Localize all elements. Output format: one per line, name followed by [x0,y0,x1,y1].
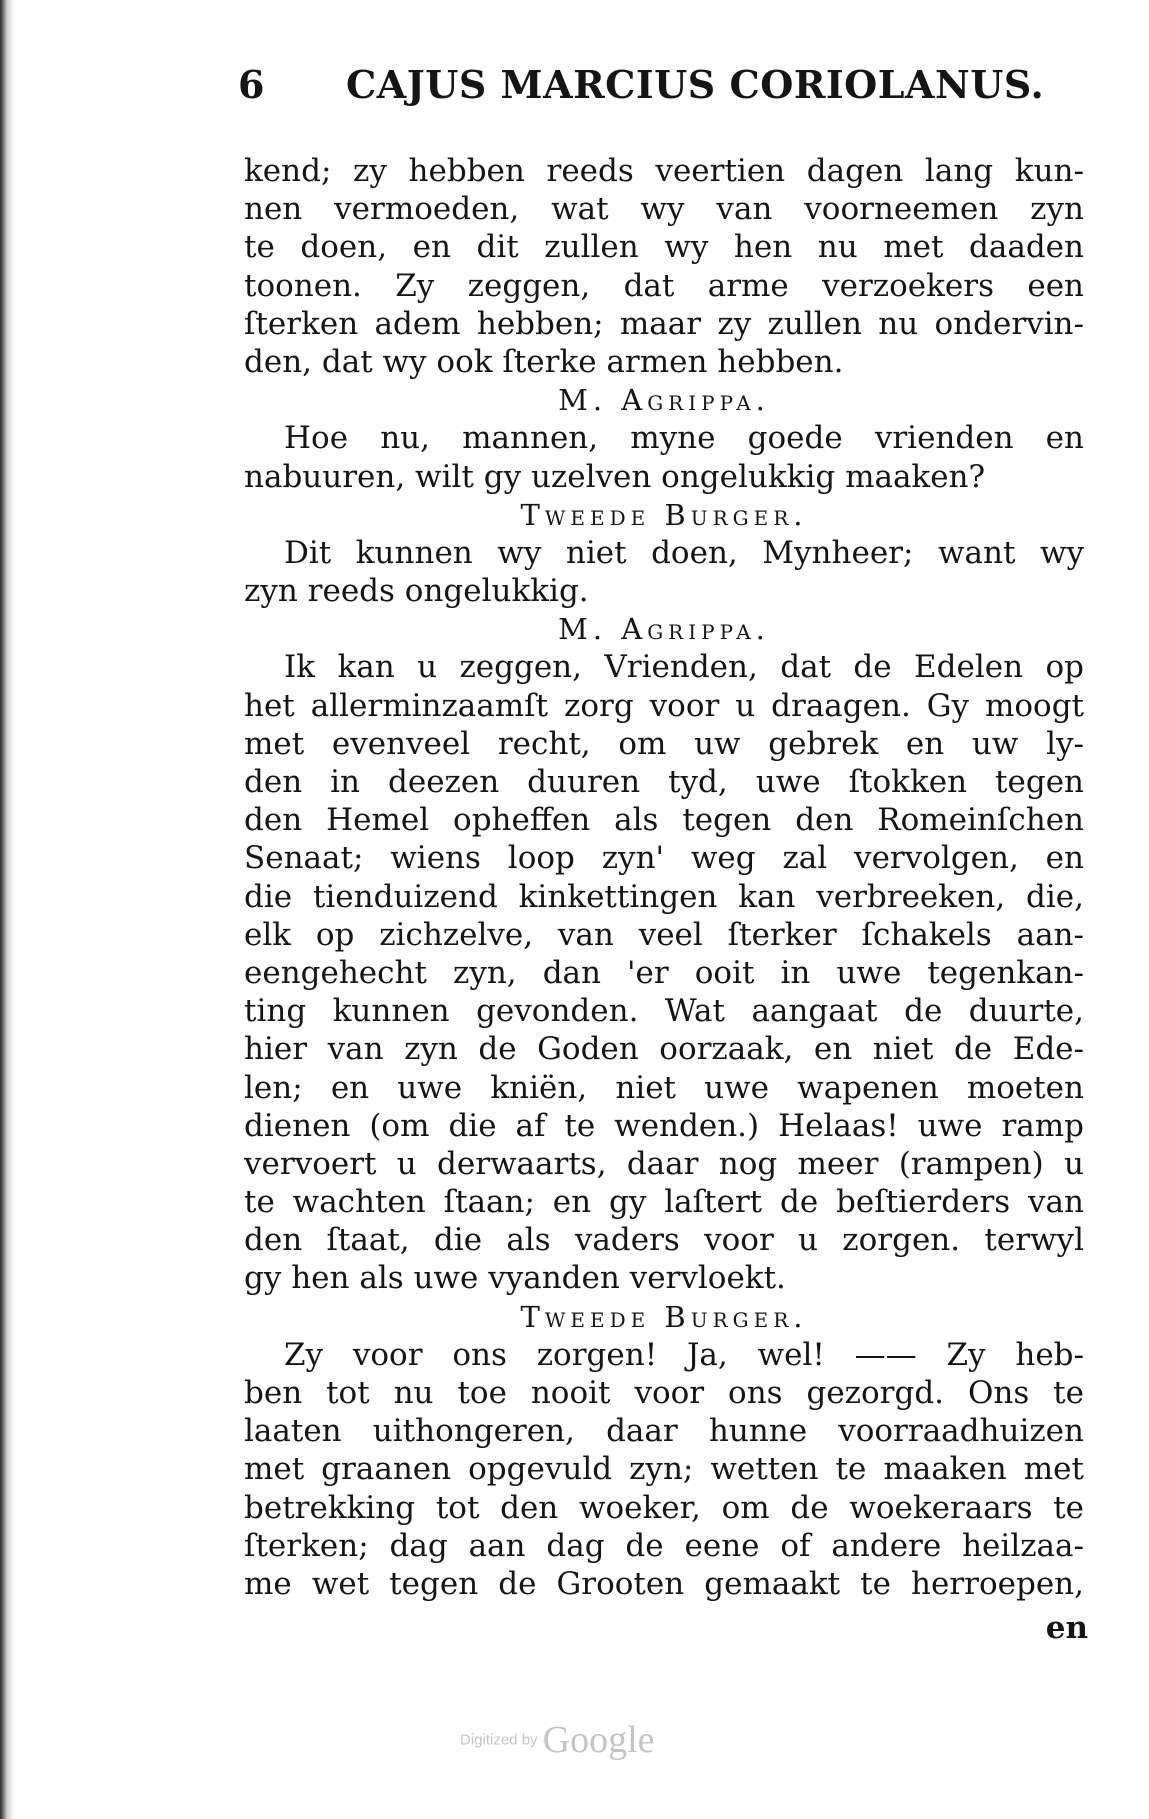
watermark-prefix: Digitized by [460,1731,538,1749]
text-line: nen vermoeden, wat wy van voorneemen zyn [244,191,1084,228]
text-line: zyn reeds ongelukkig. [244,573,589,610]
text-line: den Hemel opheffen als tegen den Romeinſchen [244,802,1084,839]
text-line: dienen (om die af te wenden.) Helaas! uwe ramp [244,1107,1084,1144]
text-line: te doen, en dit zullen wy hen nu met daaden [244,229,1084,266]
text-line: het allerminzaamſt zorg voor u draagen. Gy moogt [244,687,1084,724]
text-line: elk op zichzelve, van veel ſterker ſchakels aan- [244,916,1084,953]
text-line: Senaat; wiens loop zyn' weg zal vervolgen, en [244,840,1084,877]
text-line: den, dat wy ook ſterke armen hebben. [244,343,844,380]
text-line: gy hen als uwe vyanden vervloekt. [244,1260,786,1297]
catchword: en [1045,1610,1088,1646]
text-line: eengehecht zyn, dan 'er ooit in uwe tegenkan- [244,954,1084,991]
text-line: met evenveel recht, om uw gebrek en uw ly- [244,725,1084,762]
body-text [244,152,1084,1603]
google-logo-text: Google [542,1719,655,1761]
text-line: Hoe nu, mannen, myne goede vrienden en [284,420,1084,457]
text-line: den in deezen duuren tyd, uwe ſtokken tegen [244,764,1084,800]
text-line: te wachten ſtaan; en gy laſtert de beſtierders van [244,1184,1084,1221]
text-line: hier van zyn de Goden oorzaak, en niet de Ede- [244,1031,1084,1068]
speaker-heading: Tweede Burger. [520,1299,808,1334]
text-line: kend; zy hebben reeds veertien dagen lang kun- [244,153,1084,189]
page-edge-shadow [0,0,14,1819]
text-line: ting kunnen gevonden. Wat aangaat de duurte, [244,993,1084,1030]
text-line: me wet tegen de Grooten gemaakt te herroepen, [244,1565,1084,1602]
speaker-heading: M. Agrippa. [558,383,770,418]
page-header [238,62,1088,122]
speaker-heading: M. Agrippa. [558,612,770,647]
digitized-watermark [460,1718,700,1768]
text-line: betrekking tot den woeker, om de woekeraars te [244,1489,1084,1526]
running-title: CAJUS MARCIUS CORIOLANUS. [346,62,1045,107]
text-line: nabuuren, wilt gy uzelven ongelukkig maaken? [244,458,986,495]
text-line: len; en uwe kniën, niet uwe wapenen moeten [244,1069,1084,1106]
text-line: vervoert u derwaarts, daar nog meer (rampen) u [244,1145,1084,1182]
text-line: die tienduizend kinkettingen kan verbreeken, die, [244,878,1084,915]
speaker-heading: Tweede Burger. [520,497,808,532]
text-line: ſterken; dag aan dag de eene of andere heilzaa- [244,1527,1084,1564]
text-line: ſterken adem hebben; maar zy zullen nu ondervin- [244,305,1084,342]
text-line: Zy voor ons zorgen! Ja, wel! —— Zy heb- [284,1336,1084,1373]
text-line: laaten uithongeren, daar hunne voorraadhuizen [244,1413,1084,1450]
text-line: toonen. Zy zeggen, dat arme verzoekers een [244,267,1084,304]
text-line: ben tot nu toe nooit voor ons gezorgd. Ons te [244,1375,1084,1411]
page-number: 6 [238,62,265,107]
text-line: den ſtaat, die als vaders voor u zorgen. terwyl [244,1222,1084,1259]
text-line: Dit kunnen wy niet doen, Mynheer; want wy [284,534,1084,571]
text-line: met graanen opgevuld zyn; wetten te maaken met [244,1451,1084,1488]
text-line: Ik kan u zeggen, Vrienden, dat de Edelen op [284,649,1084,686]
